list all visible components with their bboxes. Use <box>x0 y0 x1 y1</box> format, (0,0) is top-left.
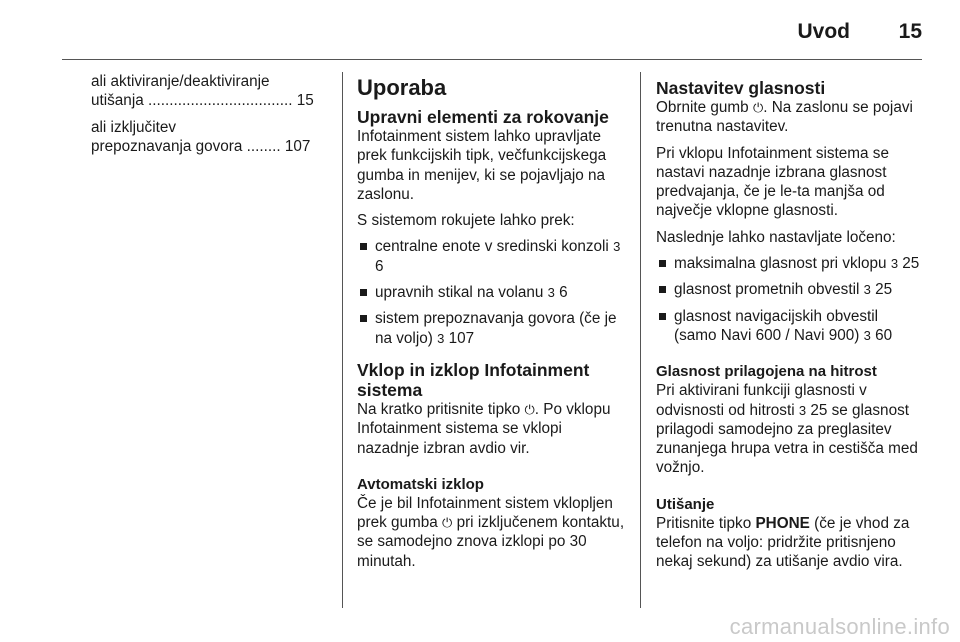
watermark: carmanualsonline.info <box>729 614 950 639</box>
page-ref-icon: 3 <box>890 256 899 272</box>
paragraph: Pri vklopu Infotainment sistema se nastavi nazadnje izbrana glasnost predvajanja, če je le-ta manjša od največje vklopne glasnosti. <box>656 144 889 220</box>
heading-uporaba: Uporaba <box>357 75 447 100</box>
page-ref-number: 25 <box>902 255 920 273</box>
header-divider <box>62 59 922 60</box>
list-item: glasnost navigacijskih obvestil (samo Navi 600 / Navi 900) 3 60 <box>656 307 924 346</box>
page-ref-icon: 3 <box>613 239 621 255</box>
page-ref-number: 6 <box>375 257 384 275</box>
phone-key-label: PHONE <box>755 514 810 532</box>
list-item: centralne enote v sredinski konzoli 3 6 <box>357 237 627 276</box>
paragraph: Če je bil Infotainment sistem vklopljen prek gumba ⏻ pri izključenem kontaktu, se samodejno znova izklopi po 30 minutah. <box>357 494 625 570</box>
page-ref-number: 60 <box>875 326 893 344</box>
heading-vklop-izklop: Vklop in izklop Infotainment sistema <box>357 359 590 400</box>
heading-nastavitev-glasnosti: Nastavitev glasnosti <box>656 78 826 98</box>
column-1 <box>91 72 329 163</box>
column-2 <box>357 72 627 578</box>
power-button-icon: ⏻ <box>524 401 535 417</box>
page-ref-icon: 3 <box>863 327 871 343</box>
list-item: glasnost prometnih obvestil 3 25 <box>656 280 924 299</box>
paragraph: Pri aktivirani funkciji glasnosti v odvisnosti od hitrosti 3 25 se glasnost prilagodi samodejno za preglasitev zunanjega hrupa vetra in cestišča med vožnjo. <box>656 382 918 477</box>
heading-upravni-elementi: Upravni elementi za rokovanje <box>357 107 609 127</box>
page-ref-icon: 3 <box>547 285 555 301</box>
column-3 <box>656 72 924 579</box>
heading-utisanje: Utišanje <box>656 495 715 513</box>
list-item: upravnih stikal na volanu 3 6 <box>357 283 627 302</box>
paragraph: Obrnite gumb ⏻. Na zaslonu se pojavi trenutna nastavitev. <box>656 99 913 136</box>
page-ref-icon: 3 <box>798 402 807 418</box>
section-title: Uvod <box>797 20 850 43</box>
paragraph: Na kratko pritisnite tipko ⏻. Po vklopu Infotainment sistema se vklopi nazadnje izbran avdio vir. <box>357 400 611 457</box>
page-ref-number: 25 <box>810 401 828 419</box>
page-ref-number: 6 <box>559 284 568 302</box>
list-item: maksimalna glasnost pri vklopu 3 25 <box>656 254 924 273</box>
toc-entry-leader: utišanja .................................. 15 <box>91 92 314 110</box>
paragraph: Infotainment sistem lahko upravljate prek funkcijskih tipk, večfunkcijskega gumba in menijev, ki se pojavljajo na zaslonu. <box>357 128 607 203</box>
toc-entry <box>91 118 329 157</box>
toc-entry-text: ali izključitev <box>91 118 177 136</box>
page-number: 15 <box>898 20 922 43</box>
power-button-icon: ⏻ <box>442 515 453 531</box>
heading-avtomatski-izklop: Avtomatski izklop <box>357 475 484 493</box>
toc-entry-text: ali aktiviranje/deaktiviranje <box>91 73 270 90</box>
bullet-list <box>357 237 627 347</box>
paragraph: Naslednje lahko nastavljate ločeno: <box>656 228 896 246</box>
bullet-list <box>656 254 924 345</box>
toc-entry-leader: prepoznavanja govora ........ 107 <box>91 137 311 155</box>
heading-glasnost-hitrost: Glasnost prilagojena na hitrost <box>656 363 877 381</box>
paragraph: Pritisnite tipko PHONE (če je vhod za telefon na voljo: pridržite pritisnjeno nekaj sekund) za utišanje avdio vira. <box>656 514 910 571</box>
paragraph: S sistemom rokujete lahko prek: <box>357 212 575 230</box>
page-ref-number: 107 <box>448 329 475 347</box>
column-divider-2 <box>640 72 641 608</box>
page-ref-icon: 3 <box>437 330 445 346</box>
page-ref-icon: 3 <box>863 282 871 298</box>
toc-entry <box>91 72 329 111</box>
volume-knob-icon: ⏻ <box>752 100 764 115</box>
list-item: sistem prepoznavanja govora (če je na voljo) 3 107 <box>357 309 627 348</box>
column-divider-1 <box>342 72 343 608</box>
page-ref-number: 25 <box>875 281 893 299</box>
